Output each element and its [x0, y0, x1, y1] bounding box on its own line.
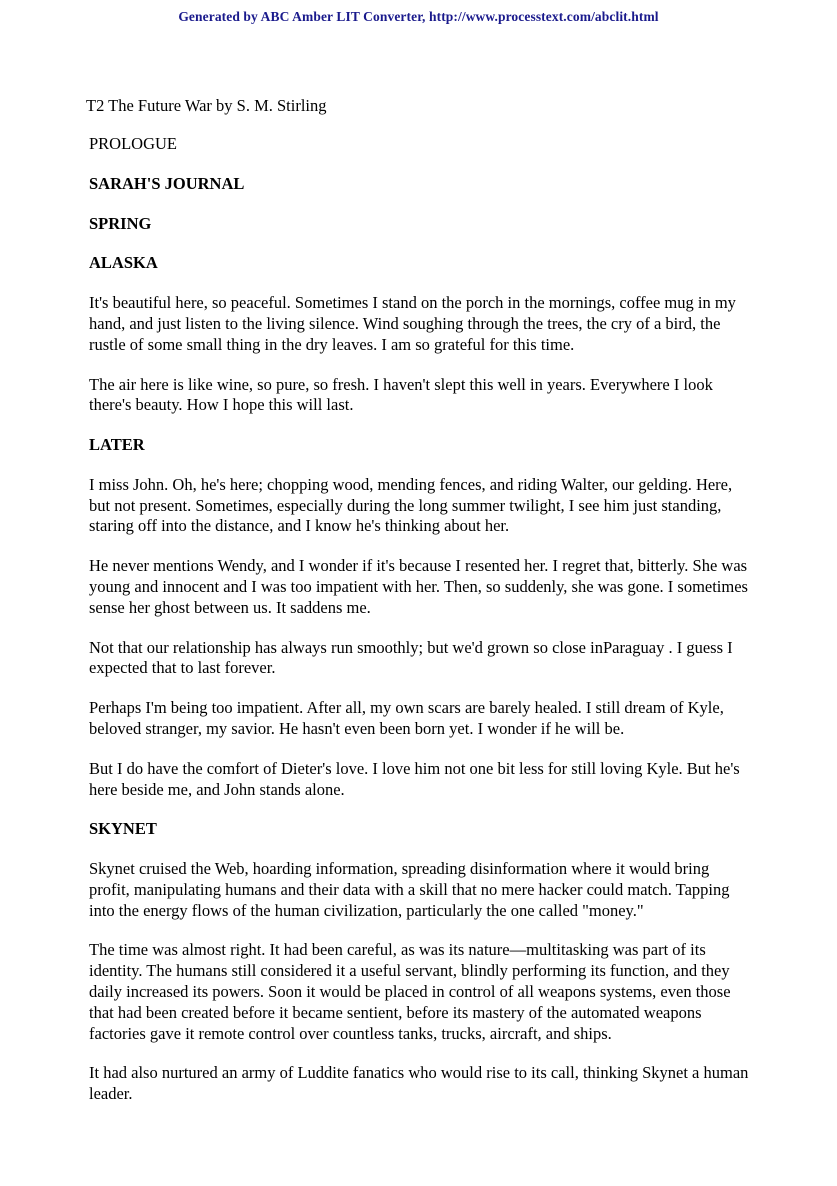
heading-prologue: PROLOGUE [89, 134, 178, 154]
paragraph: It's beautiful here, so peaceful. Sometimes I stand on the porch in the mornings, coffee mug in my hand, and just listen to the living silence. Wind soughing through the trees, the cry of a bird, the rustle of some small thing in the dry leaves. I am so grateful for this time. [89, 293, 736, 354]
paragraph: The air here is like wine, so pure, so fresh. I haven't slept this well in years. Everywhere I look there's beauty. How I hope this will last. [89, 374, 713, 415]
converter-banner[interactable]: Generated by ABC Amber LIT Converter, http://www.processtext.com/abclit.html [178, 9, 659, 24]
heading-alaska: ALASKA [89, 253, 158, 273]
paragraph: But I do have the comfort of Dieter's love. I love him not one bit less for still loving Kyle. But he's here beside me, and John stands alone. [89, 758, 740, 799]
document-body [86, 95, 754, 1124]
paragraph: The time was almost right. It had been careful, as was its nature—multitasking was part of its identity. The humans still considered it a useful servant, blindly performing its function, and they daily increased its powers. Soon it would be placed in control of all weapons systems, even those that had been created before it became sentient, before its mastery of the automated weapons factories gave it remote control over countless tanks, trucks, aircraft, and ships. [89, 940, 731, 1043]
document-title: T2 The Future War by S. M. Stirling [86, 96, 327, 115]
heading-later: LATER [89, 435, 145, 455]
paragraph: It had also nurtured an army of Luddite fanatics who would rise to its call, thinking Skynet a human leader. [89, 1063, 749, 1104]
heading-sarahs-journal: SARAH'S JOURNAL [89, 173, 245, 193]
paragraph: Perhaps I'm being too impatient. After all, my own scars are barely healed. I still dream of Kyle, beloved stranger, my savior. He hasn't even been born yet. I wonder if he will be. [89, 698, 724, 738]
heading-spring: SPRING [89, 213, 152, 233]
paragraph: I miss John. Oh, he's here; chopping wood, mending fences, and riding Walter, our gelding. Here, but not present. Sometimes, especially during the long summer twilight, I see him just standing, staring off into the distance, and I know he's thinking about her. [89, 474, 733, 536]
paragraph: He never mentions Wendy, and I wonder if it's because I resented her. I regret that, bitterly. She was young and innocent and I was too impatient with her. Then, so suddenly, she was gone. I sometimes sense her ghost between us. It saddens me. [89, 556, 748, 617]
paragraph: Skynet cruised the Web, hoarding information, spreading disinformation where it would bring profit, manipulating humans and their data with a skill that no mere hacker could match. Tapping into the energy flows of the human civilization, particularly the one called "money." [89, 859, 730, 920]
paragraph: Not that our relationship has always run smoothly; but we'd grown so close inParaguay . I guess I expected that to last forever. [89, 637, 733, 678]
heading-skynet: SKYNET [89, 819, 157, 839]
